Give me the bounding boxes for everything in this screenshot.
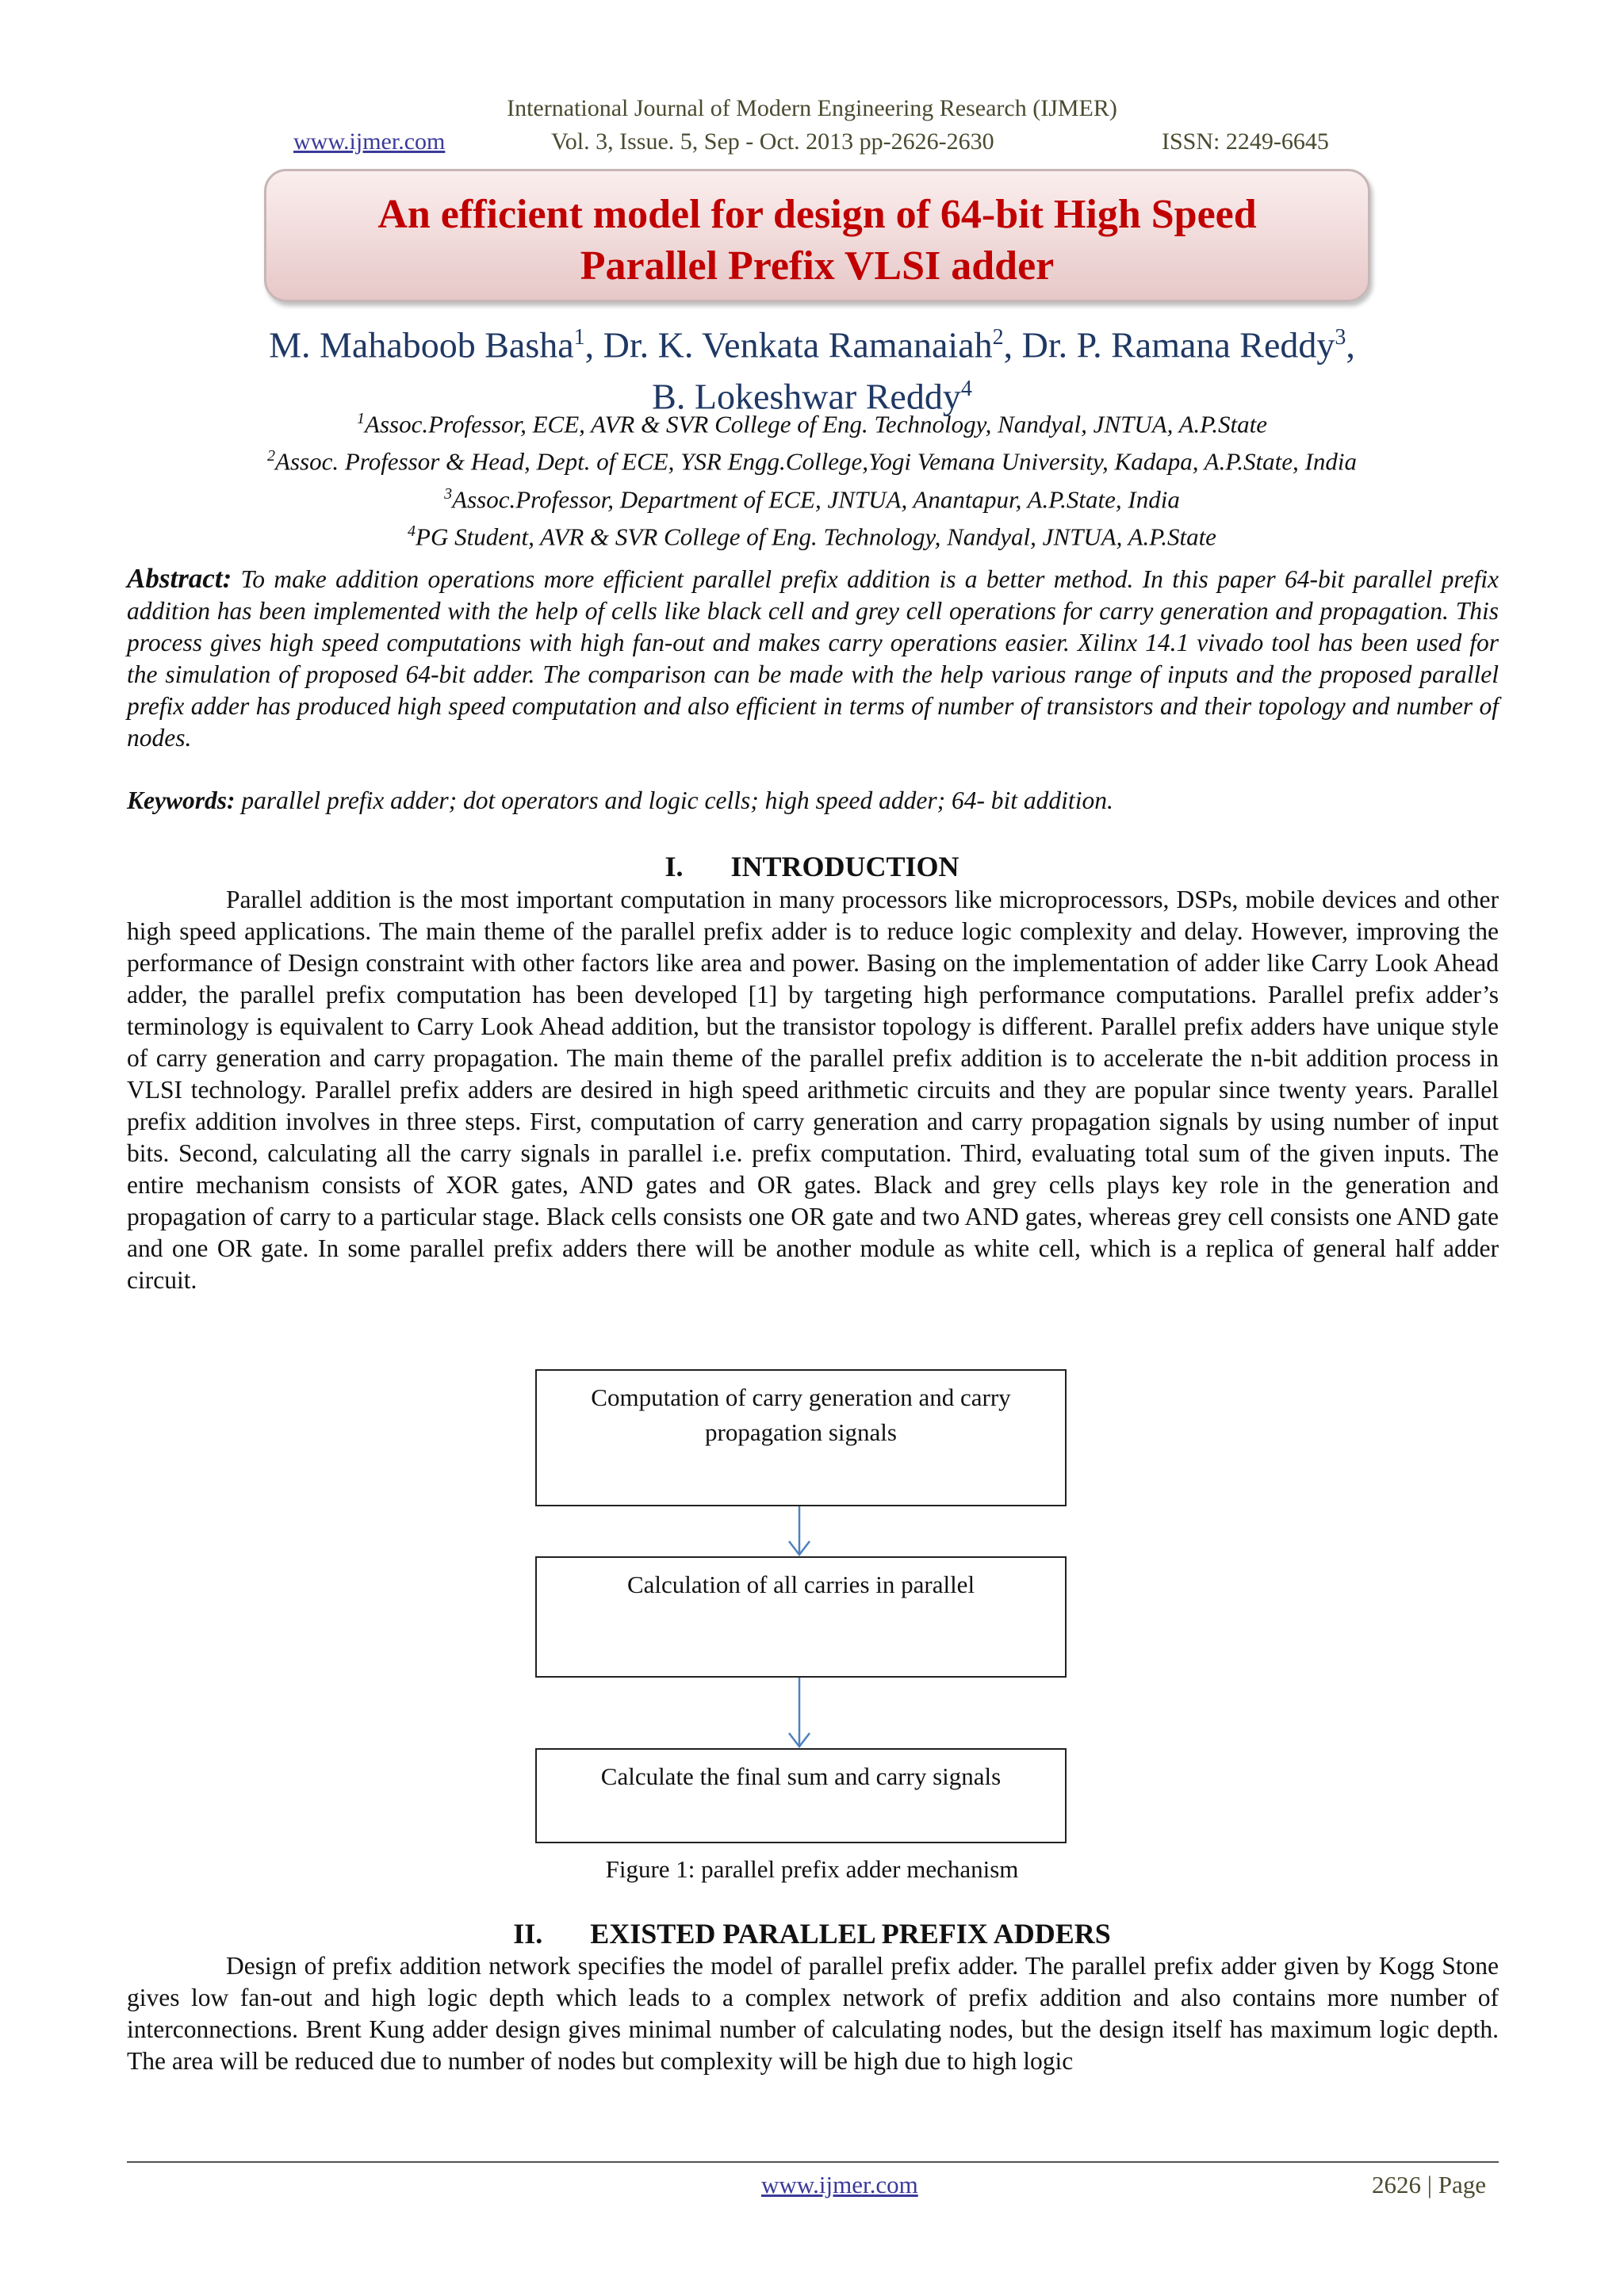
flowchart-step-3: Calculate the final sum and carry signals [535, 1748, 1067, 1843]
author-name: Dr. K. Venkata Ramanaiah [603, 324, 993, 365]
existed-adders-paragraph [127, 1950, 1499, 2077]
section-heading-existed-adders [0, 1917, 1624, 1950]
section-title: INTRODUCTION [730, 851, 959, 882]
figure-caption: Figure 1: parallel prefix adder mechanism [605, 1855, 1019, 1883]
abstract [127, 563, 1499, 754]
abstract-text: To make addition operations more efficient parallel prefix addition is a better method. In this paper 64-bit parallel prefix addition has been implemented with the help of cells like black cell and grey cell operations for carry generation and propagation. This process gives high speed computations with high fan-out and makes carry operations easier. Xilinx 14.1 vivado tool has been used for the simulation of proposed 64-bit adder. The comparison can be made with the help various range of inputs and the proposed parallel prefix adder has produced high speed computation and also efficient in terms of number of transistors and their topology and number of nodes. [127, 565, 1499, 752]
author-separator: , [584, 324, 603, 365]
affiliation-item [0, 440, 1624, 477]
step-1-line-1: Computation of carry generation and carry [591, 1383, 1011, 1411]
paper-title [266, 189, 1368, 292]
existed-adders-text: Design of prefix addition network specifies the model of parallel prefix adder. The parallel prefix adder given by Kogg Stone gives low fan-out and high logic depth which leads to a complex network of prefix addition and also contains more number of interconnections. Brent Kung adder design gives minimal number of calculating nodes, but the design itself has maximum logic depth. The area will be reduced due to number of nodes but complexity will be high due to high logic [127, 1952, 1499, 2075]
journal-url-link[interactable]: www.ijmer.com [293, 128, 446, 155]
author-separator: , [1346, 324, 1355, 365]
down-arrow-icon [787, 1506, 812, 1556]
flowchart-step-1 [535, 1369, 1067, 1506]
author-line-1 [0, 316, 1624, 367]
author-separator: , [1003, 324, 1022, 365]
journal-name: International Journal of Modern Engineering Research (IJMER) [507, 95, 1117, 121]
footer-url-link[interactable]: www.ijmer.com [761, 2171, 918, 2198]
affil-text: Assoc. Professor & Head, Dept. of ECE, YSR Engg.College,Yogi Vemana University, Kadapa, A.P.State, India [275, 447, 1357, 476]
flowchart-step-2: Calculation of all carries in parallel [535, 1556, 1067, 1678]
affil-mark: 3 [444, 484, 453, 503]
title-box [264, 169, 1370, 302]
affil-mark: 2 [267, 447, 276, 465]
author-affil-mark: 3 [1335, 325, 1346, 350]
section-number: II. [513, 1918, 543, 1950]
title-line-1: An efficient model for design of 64-bit High Speed [377, 192, 1257, 237]
affil-text: Assoc.Professor, Department of ECE, JNTUA, Anantapur, A.P.State, India [452, 484, 1180, 513]
header-info-row [285, 128, 1380, 160]
section-heading-introduction [0, 850, 1624, 883]
author-name: B. Lokeshwar Reddy [652, 376, 961, 417]
author-name: Dr. P. Ramana Reddy [1021, 324, 1335, 365]
footer-divider [127, 2161, 1499, 2163]
affiliation-item [0, 403, 1624, 440]
author-affil-mark: 4 [960, 377, 972, 402]
step-1-line-2: propagation signals [705, 1418, 897, 1446]
keywords [127, 785, 1499, 817]
introduction-text: Parallel addition is the most important computation in many processors like microprocessors, DSPs, mobile devices and other high speed applications. The main theme of the parallel prefix adder is to reduce logic complexity and delay. However, improving the performance of Design constraint with other factors like area and power. Basing on the implementation of adder like Carry Look Ahead adder, the parallel prefix computation has been developed [1] by targeting high performance computations. Parallel prefix adder’s terminology is equivalent to Carry Look Ahead addition, but the transistor topology is different. Parallel prefix adders have unique style of carry generation and carry propagation. The main theme of the parallel prefix addition is to accelerate the n-bit addition process in VLSI technology. Parallel prefix adders are desired in high speed arithmetic circuits and they are popular since twenty years. Parallel prefix addition involves in three steps. First, computation of carry generation and carry propagation signals by using number of input bits. Second, calculating all the carry signals in parallel i.e. prefix computation. Third, evaluating total sum of the given inputs. The entire mechanism consists of XOR gates, AND gates and OR gates. Black and grey cells plays key role in the generation and propagation of carry to a particular stage. Black cells consists one OR gate and two AND gates, whereas grey cell consists one AND gate and one OR gate. In some parallel prefix adders there will be another module as white cell, which is a replica of general half adder circuit. [127, 886, 1499, 1294]
keywords-text: parallel prefix adder; dot operators and logic cells; high speed adder; 64- bit addition. [241, 786, 1113, 814]
down-arrow-icon [787, 1678, 812, 1748]
issn: ISSN: 2249-6645 [1162, 128, 1329, 155]
abstract-label: Abstract: [127, 563, 232, 594]
affiliation-item [0, 478, 1624, 515]
affil-text: PG Student, AVR & SVR College of Eng. Technology, Nandyal, JNTUA, A.P.State [416, 522, 1216, 551]
author-name: M. Mahaboob Basha [269, 324, 574, 365]
author-affil-mark: 1 [573, 325, 585, 350]
volume-info: Vol. 3, Issue. 5, Sep - Oct. 2013 pp-2626-2630 [551, 128, 994, 155]
title-line-2: Parallel Prefix VLSI adder [580, 243, 1055, 289]
author-affil-mark: 2 [992, 325, 1004, 350]
keywords-label: Keywords: [127, 786, 236, 814]
affil-text: Assoc.Professor, ECE, AVR & SVR College of Eng. Technology, Nandyal, JNTUA, A.P.State [365, 410, 1267, 438]
affiliation-item [0, 515, 1624, 553]
affil-mark: 4 [408, 522, 416, 540]
affiliation-list [0, 403, 1624, 553]
page-number: 2626 | Page [1372, 2171, 1486, 2198]
affil-mark: 1 [357, 410, 366, 427]
section-number: I. [665, 851, 684, 882]
introduction-paragraph [127, 884, 1499, 1296]
section-title: EXISTED PARALLEL PREFIX ADDERS [590, 1918, 1111, 1950]
